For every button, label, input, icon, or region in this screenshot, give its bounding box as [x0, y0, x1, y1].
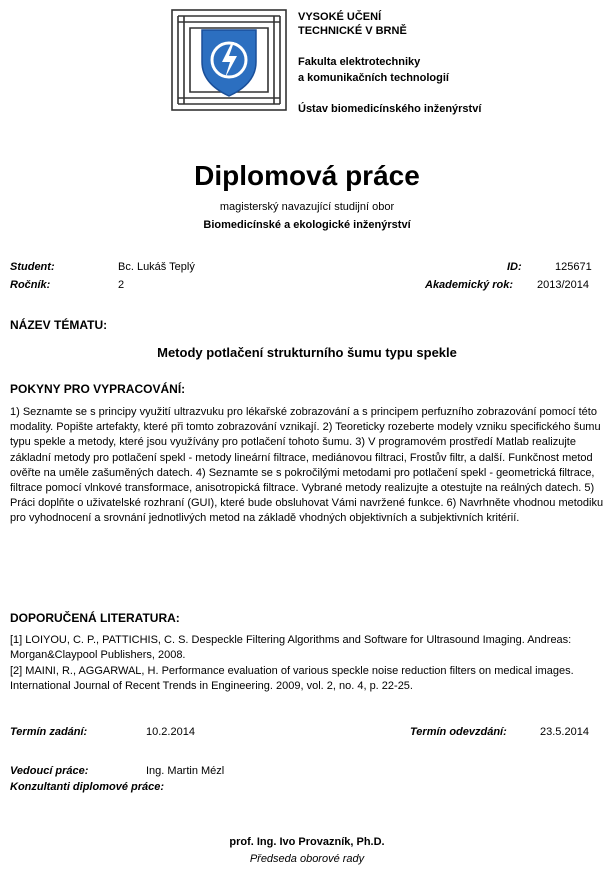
study-field: Biomedicínské a ekologické inženýrství: [203, 219, 411, 231]
student-label: Student:: [10, 261, 55, 273]
due-date-value: 23.5.2014: [540, 726, 589, 738]
literature-ref-1: [1] LOIYOU, C. P., PATTICHIS, C. S. Despeckle Filtering Algorithms and Software for Ultrasound Imaging. Andreas: Morgan&Claypool Publishers, 2008.: [10, 634, 572, 662]
department-name: Ústav biomedicínského inženýrství: [298, 103, 482, 115]
assigned-date-value: 10.2.2014: [146, 726, 195, 738]
due-date-label: Termín odevzdání:: [410, 726, 507, 738]
supervisor-label: Vedoucí práce:: [10, 765, 89, 777]
academic-year-value: 2013/2014: [537, 279, 589, 291]
faculty-name-line2: a komunikačních technologií: [298, 72, 449, 84]
academic-year-label: Akademický rok:: [425, 279, 514, 291]
year-value: 2: [118, 279, 125, 291]
faculty-name-line1: Fakulta elektrotechniky: [298, 56, 421, 68]
literature-ref-2: [2] MAINI, R., AGGARWAL, H. Performance evaluation of various speckle noise reduction filters on medical images. International Journal of Recent Trends in Engineering. 2009, vol. 2, no. 4, p. 22-25.: [10, 665, 574, 693]
university-name-line1: VYSOKÉ UČENÍ: [298, 11, 382, 23]
study-type: magisterský navazující studijní obor: [219, 201, 395, 213]
assigned-date-label: Termín zadání:: [10, 726, 88, 738]
document-title: Diplomová práce: [194, 160, 420, 191]
supervisor-value: Ing. Martin Mézl: [146, 765, 225, 777]
id-value: 125671: [555, 261, 592, 273]
year-label: Ročník:: [10, 279, 51, 291]
consultants-label: Konzultanti diplomové práce:: [10, 781, 165, 793]
instructions-header: POKYNY PRO VYPRACOVÁNÍ:: [10, 382, 186, 396]
topic-title: Metody potlačení strukturního šumu typu spekle: [157, 345, 457, 360]
student-value: Bc. Lukáš Teplý: [118, 261, 195, 273]
signature-name: prof. Ing. Ivo Provazník, Ph.D.: [229, 836, 385, 848]
instructions-text: 1) Seznamte se s principy využití ultrazvuku pro lékařské zobrazování a s principem perfuzního zobrazování pomocí této modality. Popište artefakty, které při tomto zobrazování vznikají. 2) Teoreticky rozeberte modely vzniku specifického šumu typu spekle a metody, které jsou využívány pro potlačení tohoto šumu. 3) V programovém prostředí Matlab realizujte základní metody pro potlačení spekl - metody lineární filtrace, mediánovou filtraci, Frostův filtr, a další. Funkčnost metod ověřte na uměle zašuměných datech. 4) Seznamte se s pokročilými metodami pro potlačení spekl - geometrická filtrace, filtrace pomocí vlnkové transformace, anisotropická filtrace. Vybrané metody realizujte a otestujte na reálných datech. 5) Práci doplňte o uživatelské rozhraní (GUI), které bude obsluhovat Vámi navržené funkce. 6) Navrhněte vhodnou metodiku pro vyhodnocení a srovnání jednotlivých metod na základě vhodných objektivních a subjektivních kritérií.: [10, 406, 604, 525]
topic-header: NÁZEV TÉMATU:: [10, 318, 108, 332]
literature-header: DOPORUČENÁ LITERATURA:: [10, 611, 180, 625]
signature-role: Předseda oborové rady: [249, 853, 365, 865]
university-logo-icon: [170, 8, 288, 112]
university-name-line2: TECHNICKÉ V BRNĚ: [298, 25, 407, 37]
id-label: ID:: [507, 261, 522, 273]
